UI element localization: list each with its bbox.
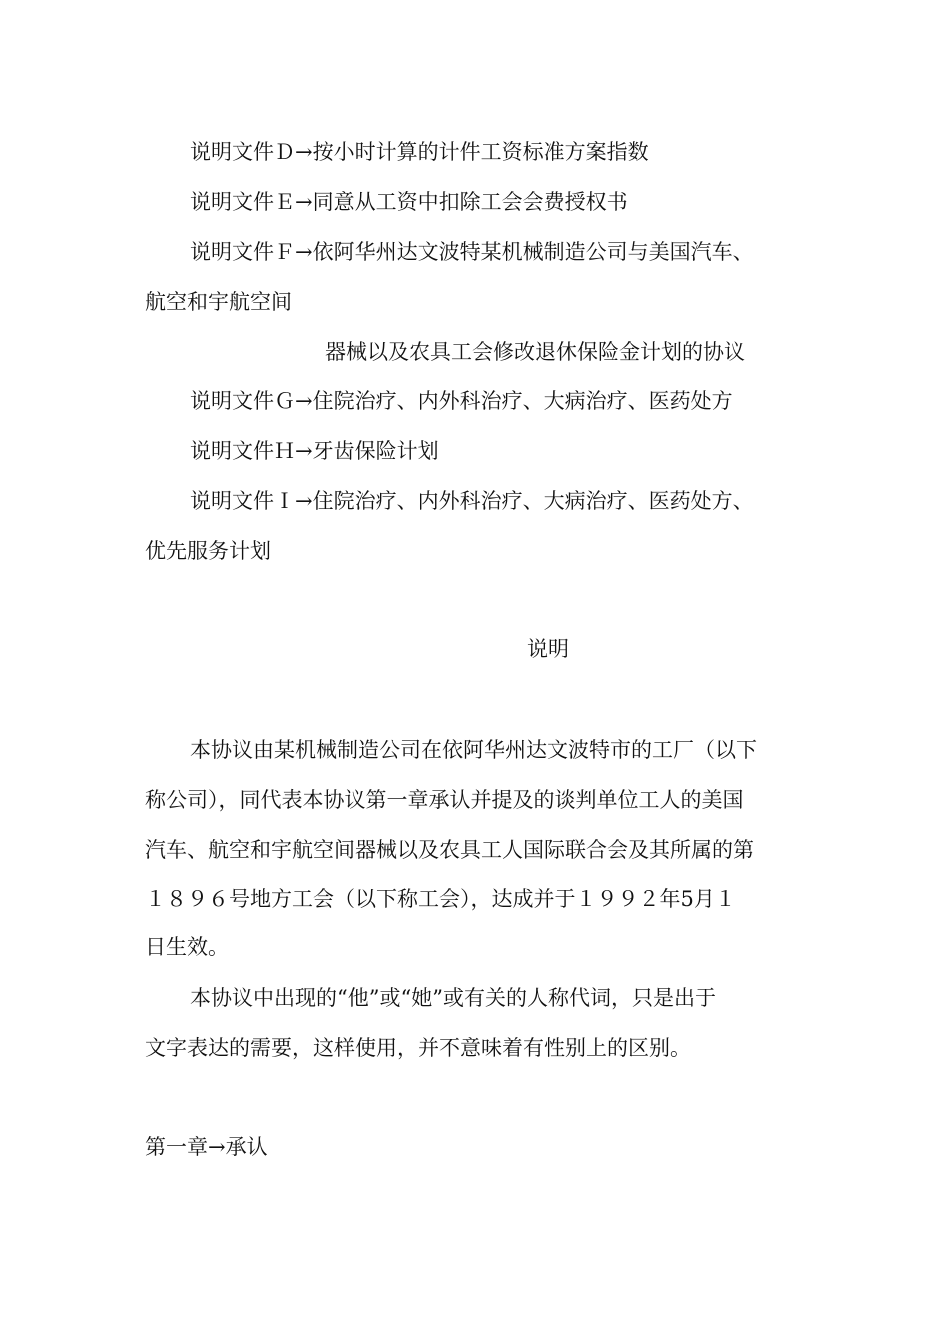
- appendix-item-h: 说明文件Ｈ→牙齿保险计划: [190, 439, 439, 463]
- paragraph-1-line-5: 日生效。: [145, 935, 229, 959]
- section-heading: 说明: [527, 637, 569, 661]
- appendix-item-d: 说明文件Ｄ→按小时计算的计件工资标准方案指数: [190, 140, 649, 164]
- appendix-item-f-line-3: 器械以及农具工会修改退休保险金计划的协议: [325, 340, 745, 364]
- appendix-item-i-line-2: 优先服务计划: [145, 539, 271, 563]
- appendix-item-i-line-1: 说明文件Ｉ→住院治疗、内外科治疗、大病治疗、医药处方、: [190, 489, 754, 513]
- paragraph-2-line-1: 本协议中出现的“他”或“她”或有关的人称代词，只是出于: [190, 986, 716, 1010]
- appendix-item-f-line-1: 说明文件Ｆ→依阿华州达文波特某机械制造公司与美国汽车、: [190, 240, 754, 264]
- paragraph-2-line-2: 文字表达的需要，这样使用，并不意味着有性别上的区别。: [145, 1036, 691, 1060]
- chapter-title: 第一章→承认: [145, 1135, 268, 1159]
- paragraph-1-line-2: 称公司），同代表本协议第一章承认并提及的谈判单位工人的美国: [145, 788, 744, 812]
- paragraph-1-line-3: 汽车、航空和宇航空间器械以及农具工人国际联合会及其所属的第: [145, 838, 754, 862]
- paragraph-1-line-4: １８９６号地方工会（以下称工会），达成并于１９９２年5月１: [145, 887, 736, 911]
- paragraph-1-line-1: 本协议由某机械制造公司在依阿华州达文波特市的工厂（以下: [190, 738, 757, 762]
- appendix-item-g: 说明文件Ｇ→住院治疗、内外科治疗、大病治疗、医药处方: [190, 389, 733, 413]
- appendix-item-f-line-2: 航空和宇航空间: [145, 290, 292, 314]
- appendix-item-e: 说明文件Ｅ→同意从工资中扣除工会会费授权书: [190, 190, 628, 214]
